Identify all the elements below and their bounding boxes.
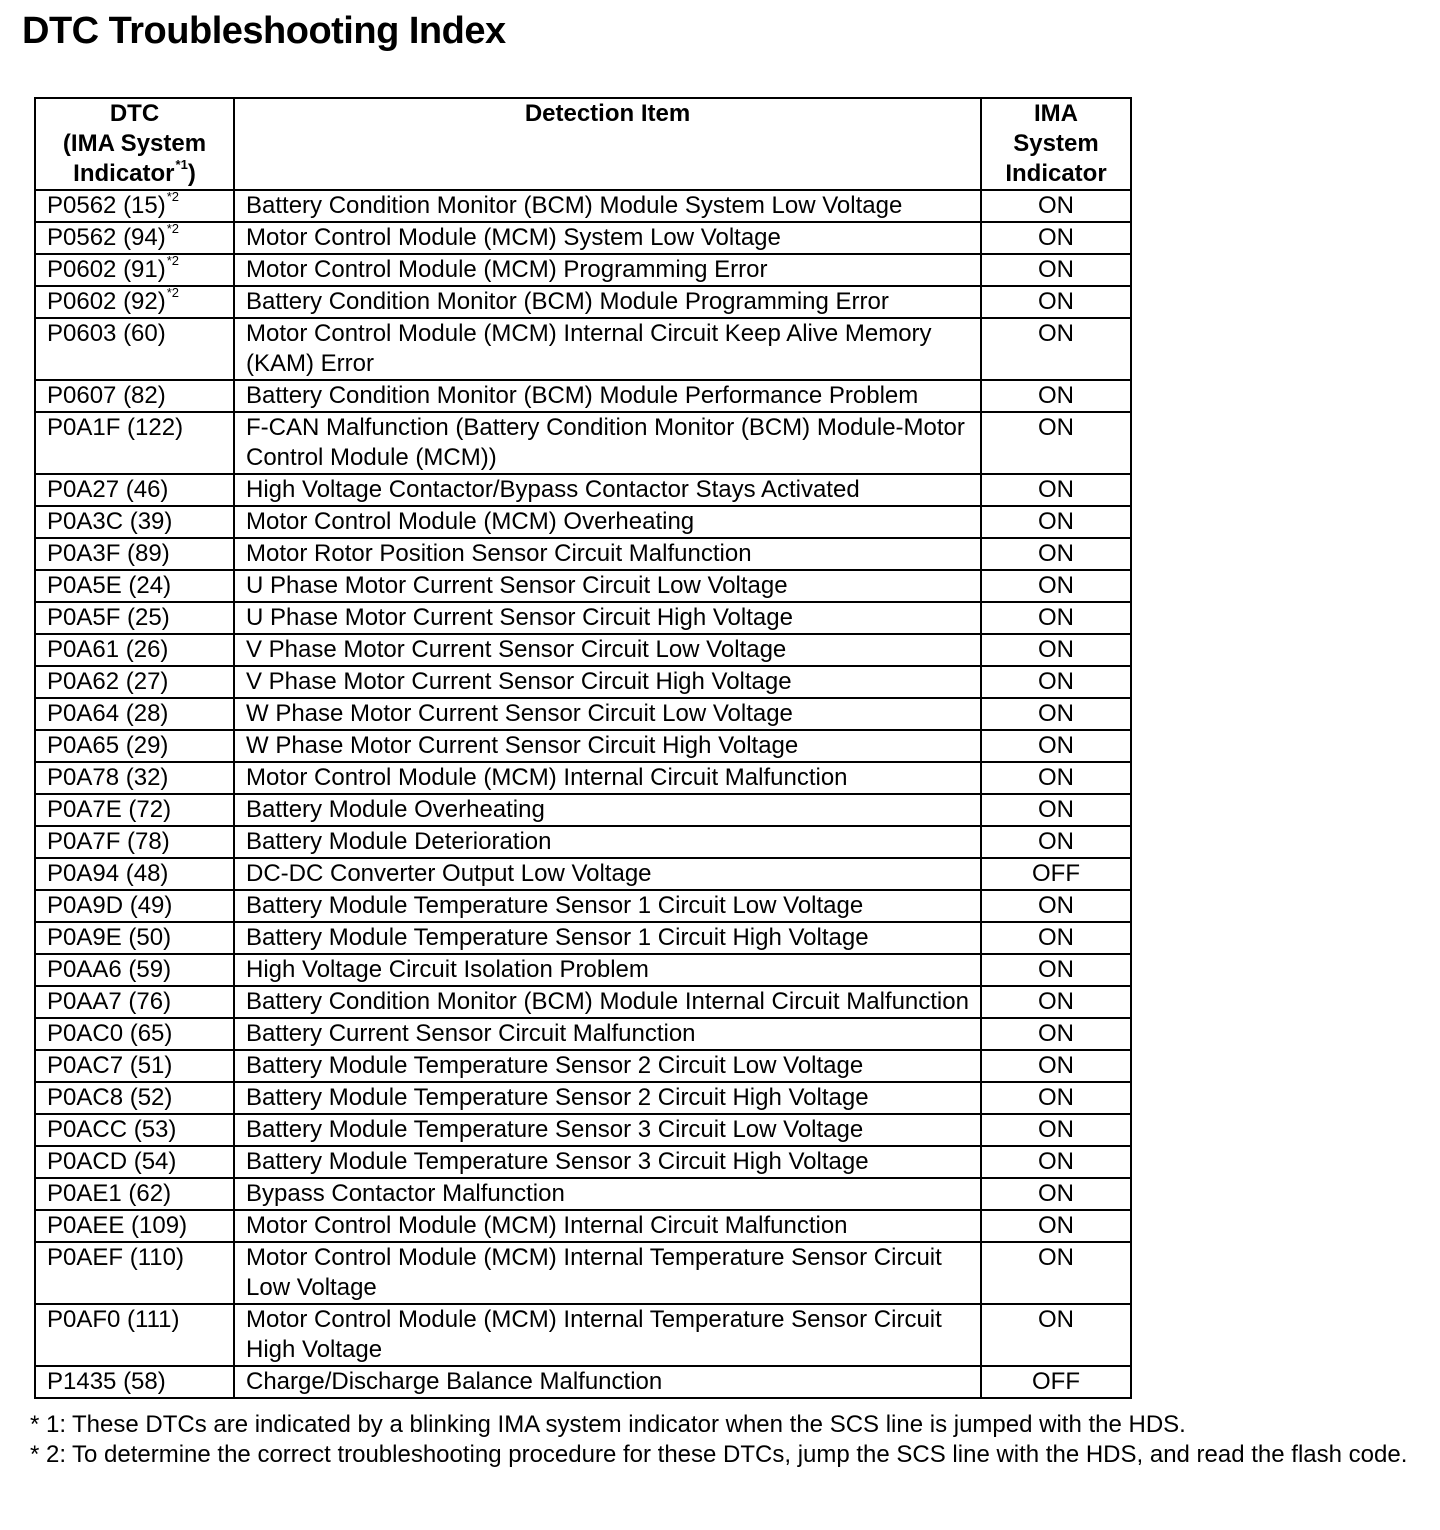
table-row bbox=[35, 922, 1131, 954]
detection-item: Battery Module Temperature Sensor 1 Circuit High Voltage bbox=[234, 922, 981, 954]
indicator-status: ON bbox=[981, 602, 1131, 634]
detection-item: Motor Control Module (MCM) Internal Circuit Malfunction bbox=[234, 762, 981, 794]
table-row bbox=[35, 412, 1131, 474]
dtc-code: P0AA6 (59) bbox=[47, 956, 172, 983]
detection-item: Motor Control Module (MCM) System Low Voltage bbox=[234, 222, 981, 254]
dtc-code-cell bbox=[35, 254, 234, 286]
table-row bbox=[35, 698, 1131, 730]
dtc-code: P0A5F (25) bbox=[47, 604, 170, 631]
indicator-status: ON bbox=[981, 698, 1131, 730]
dtc-code: P0A9E (50) bbox=[47, 924, 172, 951]
detection-item: Battery Module Temperature Sensor 2 Circuit High Voltage bbox=[234, 1082, 981, 1114]
dtc-code: P0AF0 (111) bbox=[47, 1306, 180, 1333]
dtc-code: P0A5E (24) bbox=[47, 572, 172, 599]
detection-item: Motor Control Module (MCM) Internal Circuit Malfunction bbox=[234, 1210, 981, 1242]
dtc-code: P0A27 (46) bbox=[47, 476, 169, 503]
detection-item: Motor Control Module (MCM) Internal Circuit Keep Alive Memory (KAM) Error bbox=[234, 318, 981, 380]
dtc-code: P0AC8 (52) bbox=[47, 1084, 173, 1111]
indicator-status: ON bbox=[981, 666, 1131, 698]
table-row bbox=[35, 794, 1131, 826]
table-row bbox=[35, 506, 1131, 538]
table-row bbox=[35, 954, 1131, 986]
dtc-code-cell bbox=[35, 1114, 234, 1146]
table-row bbox=[35, 666, 1131, 698]
header-detection-item-label: Detection Item bbox=[524, 100, 691, 127]
detection-item: High Voltage Contactor/Bypass Contactor Stays Activated bbox=[234, 474, 981, 506]
detection-item: Motor Control Module (MCM) Overheating bbox=[234, 506, 981, 538]
detection-item: Motor Control Module (MCM) Internal Temperature Sensor Circuit High Voltage bbox=[234, 1304, 981, 1366]
dtc-code-cell bbox=[35, 634, 234, 666]
table-row bbox=[35, 730, 1131, 762]
indicator-status: ON bbox=[981, 1146, 1131, 1178]
dtc-code: P0602 (91) bbox=[47, 256, 166, 283]
dtc-code: P0A7E (72) bbox=[47, 796, 172, 823]
header-dtc-line-3-text: Indicator bbox=[73, 160, 175, 187]
dtc-code-cell bbox=[35, 1082, 234, 1114]
dtc-code: P1435 (58) bbox=[47, 1368, 166, 1395]
page-title: DTC Troubleshooting Index bbox=[22, 10, 506, 52]
detection-item: W Phase Motor Current Sensor Circuit Low Voltage bbox=[234, 698, 981, 730]
dtc-footnote-ref: *2 bbox=[166, 190, 180, 204]
detection-item: Charge/Discharge Balance Malfunction bbox=[234, 1366, 981, 1398]
dtc-code: P0A64 (28) bbox=[47, 700, 169, 727]
table-row bbox=[35, 1304, 1131, 1366]
dtc-code: P0AC0 (65) bbox=[47, 1020, 173, 1047]
indicator-status: ON bbox=[981, 762, 1131, 794]
footnote-2-text: To determine the correct troubleshooting procedure for these DTCs, jump the SCS line with the HDS, and read the flash code. bbox=[72, 1441, 1408, 1468]
detection-item: Motor Control Module (MCM) Internal Temperature Sensor Circuit Low Voltage bbox=[234, 1242, 981, 1304]
table-row bbox=[35, 890, 1131, 922]
dtc-code-cell bbox=[35, 1018, 234, 1050]
table-row bbox=[35, 254, 1131, 286]
indicator-status: OFF bbox=[981, 1366, 1131, 1398]
footnote-1 bbox=[30, 1410, 1430, 1440]
header-dtc bbox=[35, 98, 234, 190]
header-indicator bbox=[981, 98, 1131, 190]
dtc-code: P0A9D (49) bbox=[47, 892, 173, 919]
dtc-code-cell bbox=[35, 1366, 234, 1398]
detection-item: Battery Module Deterioration bbox=[234, 826, 981, 858]
dtc-code: P0AE1 (62) bbox=[47, 1180, 172, 1207]
indicator-status: ON bbox=[981, 1082, 1131, 1114]
header-dtc-footnote-ref: *1 bbox=[175, 157, 188, 172]
dtc-code: P0A3F (89) bbox=[47, 540, 170, 567]
dtc-code-cell bbox=[35, 570, 234, 602]
dtc-code-cell bbox=[35, 826, 234, 858]
table-row bbox=[35, 826, 1131, 858]
dtc-code: P0AEF (110) bbox=[47, 1244, 184, 1271]
dtc-code: P0A94 (48) bbox=[47, 860, 169, 887]
dtc-code: P0A7F (78) bbox=[47, 828, 170, 855]
dtc-code-cell bbox=[35, 602, 234, 634]
dtc-code: P0A1F (122) bbox=[47, 414, 184, 441]
dtc-code: P0ACD (54) bbox=[47, 1148, 177, 1175]
dtc-code: P0AEE (109) bbox=[47, 1212, 188, 1239]
dtc-code-cell bbox=[35, 730, 234, 762]
dtc-footnote-ref: *2 bbox=[166, 254, 180, 268]
table-row bbox=[35, 286, 1131, 318]
dtc-code: P0562 (94) bbox=[47, 224, 166, 251]
dtc-code-cell bbox=[35, 986, 234, 1018]
indicator-status: ON bbox=[981, 634, 1131, 666]
detection-item: Battery Current Sensor Circuit Malfunction bbox=[234, 1018, 981, 1050]
table-row bbox=[35, 1082, 1131, 1114]
indicator-status: ON bbox=[981, 506, 1131, 538]
indicator-status: ON bbox=[981, 954, 1131, 986]
detection-item: V Phase Motor Current Sensor Circuit Low Voltage bbox=[234, 634, 981, 666]
dtc-code-cell bbox=[35, 890, 234, 922]
table-row bbox=[35, 602, 1131, 634]
indicator-status: ON bbox=[981, 922, 1131, 954]
dtc-code: P0602 (92) bbox=[47, 288, 166, 315]
dtc-code-cell bbox=[35, 506, 234, 538]
detection-item: U Phase Motor Current Sensor Circuit High Voltage bbox=[234, 602, 981, 634]
header-dtc-line-2: (IMA System bbox=[62, 130, 207, 157]
dtc-code: P0A65 (29) bbox=[47, 732, 169, 759]
detection-item: DC-DC Converter Output Low Voltage bbox=[234, 858, 981, 890]
indicator-status: ON bbox=[981, 538, 1131, 570]
table-row bbox=[35, 858, 1131, 890]
detection-item: U Phase Motor Current Sensor Circuit Low Voltage bbox=[234, 570, 981, 602]
dtc-code: P0A62 (27) bbox=[47, 668, 169, 695]
detection-item: F-CAN Malfunction (Battery Condition Monitor (BCM) Module-Motor Control Module (MCM)) bbox=[234, 412, 981, 474]
dtc-code-cell bbox=[35, 190, 234, 222]
table-row bbox=[35, 762, 1131, 794]
detection-item: Battery Condition Monitor (BCM) Module Internal Circuit Malfunction bbox=[234, 986, 981, 1018]
table-row bbox=[35, 474, 1131, 506]
indicator-status: ON bbox=[981, 570, 1131, 602]
indicator-status: ON bbox=[981, 474, 1131, 506]
indicator-status: ON bbox=[981, 254, 1131, 286]
dtc-code-cell bbox=[35, 538, 234, 570]
detection-item: Battery Module Temperature Sensor 3 Circuit Low Voltage bbox=[234, 1114, 981, 1146]
dtc-code: P0AC7 (51) bbox=[47, 1052, 173, 1079]
dtc-code-cell bbox=[35, 1050, 234, 1082]
dtc-code-cell bbox=[35, 1178, 234, 1210]
indicator-status: ON bbox=[981, 1018, 1131, 1050]
table-row bbox=[35, 318, 1131, 380]
dtc-footnote-ref: *2 bbox=[166, 286, 180, 300]
header-dtc-line-1: DTC bbox=[109, 100, 160, 127]
indicator-status: ON bbox=[981, 890, 1131, 922]
table-row bbox=[35, 986, 1131, 1018]
dtc-code-cell bbox=[35, 954, 234, 986]
header-detection-item bbox=[234, 98, 981, 190]
indicator-status: ON bbox=[981, 286, 1131, 318]
table-row bbox=[35, 570, 1131, 602]
indicator-status: ON bbox=[981, 1050, 1131, 1082]
indicator-status: ON bbox=[981, 1242, 1131, 1304]
dtc-code-cell bbox=[35, 1242, 234, 1304]
table-row bbox=[35, 634, 1131, 666]
header-dtc-close-paren: ) bbox=[187, 160, 196, 187]
indicator-status: ON bbox=[981, 1304, 1131, 1366]
detection-item: Battery Module Temperature Sensor 2 Circuit Low Voltage bbox=[234, 1050, 981, 1082]
table-row bbox=[35, 1366, 1131, 1398]
table-body bbox=[35, 190, 1131, 1398]
dtc-code: P0A61 (26) bbox=[47, 636, 169, 663]
detection-item: W Phase Motor Current Sensor Circuit High Voltage bbox=[234, 730, 981, 762]
table-header-row bbox=[35, 98, 1131, 190]
footnotes bbox=[30, 1410, 1430, 1470]
indicator-status: ON bbox=[981, 190, 1131, 222]
dtc-code-cell bbox=[35, 762, 234, 794]
detection-item: Motor Rotor Position Sensor Circuit Malfunction bbox=[234, 538, 981, 570]
dtc-code-cell bbox=[35, 318, 234, 380]
dtc-code: P0A3C (39) bbox=[47, 508, 173, 535]
dtc-footnote-ref: *2 bbox=[166, 222, 180, 236]
dtc-code: P0AA7 (76) bbox=[47, 988, 172, 1015]
indicator-status: ON bbox=[981, 1210, 1131, 1242]
indicator-status: ON bbox=[981, 730, 1131, 762]
dtc-code-cell bbox=[35, 922, 234, 954]
indicator-status: ON bbox=[981, 380, 1131, 412]
dtc-code: P0562 (15) bbox=[47, 192, 166, 219]
dtc-code-cell bbox=[35, 222, 234, 254]
detection-item: Battery Module Overheating bbox=[234, 794, 981, 826]
dtc-index-table bbox=[34, 97, 1132, 1399]
footnote-1-mark: * 1: bbox=[30, 1411, 67, 1438]
dtc-code-cell bbox=[35, 474, 234, 506]
table-row bbox=[35, 380, 1131, 412]
dtc-code-cell bbox=[35, 666, 234, 698]
dtc-code-cell bbox=[35, 286, 234, 318]
dtc-code: P0A78 (32) bbox=[47, 764, 169, 791]
detection-item: Bypass Contactor Malfunction bbox=[234, 1178, 981, 1210]
indicator-status: OFF bbox=[981, 858, 1131, 890]
table-row bbox=[35, 1050, 1131, 1082]
dtc-code-cell bbox=[35, 1304, 234, 1366]
table-row bbox=[35, 1018, 1131, 1050]
indicator-status: ON bbox=[981, 222, 1131, 254]
footnote-1-text: These DTCs are indicated by a blinking IMA system indicator when the SCS line is jumped with the HDS. bbox=[72, 1411, 1186, 1438]
table-row bbox=[35, 1210, 1131, 1242]
dtc-code: P0607 (82) bbox=[47, 382, 166, 409]
dtc-code: P0603 (60) bbox=[47, 320, 166, 347]
table-row bbox=[35, 538, 1131, 570]
detection-item: High Voltage Circuit Isolation Problem bbox=[234, 954, 981, 986]
dtc-code-cell bbox=[35, 698, 234, 730]
detection-item: Battery Condition Monitor (BCM) Module Programming Error bbox=[234, 286, 981, 318]
indicator-status: ON bbox=[981, 1178, 1131, 1210]
indicator-status: ON bbox=[981, 412, 1131, 474]
dtc-code-cell bbox=[35, 412, 234, 474]
table-row bbox=[35, 190, 1131, 222]
detection-item: Battery Condition Monitor (BCM) Module Performance Problem bbox=[234, 380, 981, 412]
header-indicator-line-2: System bbox=[1013, 130, 1099, 157]
dtc-code: P0ACC (53) bbox=[47, 1116, 177, 1143]
table-row bbox=[35, 1114, 1131, 1146]
indicator-status: ON bbox=[981, 1114, 1131, 1146]
detection-item: Battery Condition Monitor (BCM) Module System Low Voltage bbox=[234, 190, 981, 222]
table-row bbox=[35, 1178, 1131, 1210]
footnote-2-mark: * 2: bbox=[30, 1441, 67, 1468]
detection-item: Battery Module Temperature Sensor 3 Circuit High Voltage bbox=[234, 1146, 981, 1178]
header-indicator-line-3: Indicator bbox=[1005, 160, 1107, 187]
indicator-status: ON bbox=[981, 794, 1131, 826]
dtc-code-cell bbox=[35, 794, 234, 826]
indicator-status: ON bbox=[981, 986, 1131, 1018]
indicator-status: ON bbox=[981, 318, 1131, 380]
footnote-2 bbox=[30, 1440, 1430, 1470]
detection-item: Motor Control Module (MCM) Programming Error bbox=[234, 254, 981, 286]
dtc-code-cell bbox=[35, 1210, 234, 1242]
indicator-status: ON bbox=[981, 826, 1131, 858]
dtc-code-cell bbox=[35, 380, 234, 412]
detection-item: V Phase Motor Current Sensor Circuit High Voltage bbox=[234, 666, 981, 698]
header-indicator-line-1: IMA bbox=[1034, 100, 1078, 127]
detection-item: Battery Module Temperature Sensor 1 Circuit Low Voltage bbox=[234, 890, 981, 922]
header-dtc-line-3 bbox=[36, 159, 233, 189]
dtc-code-cell bbox=[35, 858, 234, 890]
table-row bbox=[35, 222, 1131, 254]
dtc-code-cell bbox=[35, 1146, 234, 1178]
table-row bbox=[35, 1146, 1131, 1178]
table-row bbox=[35, 1242, 1131, 1304]
